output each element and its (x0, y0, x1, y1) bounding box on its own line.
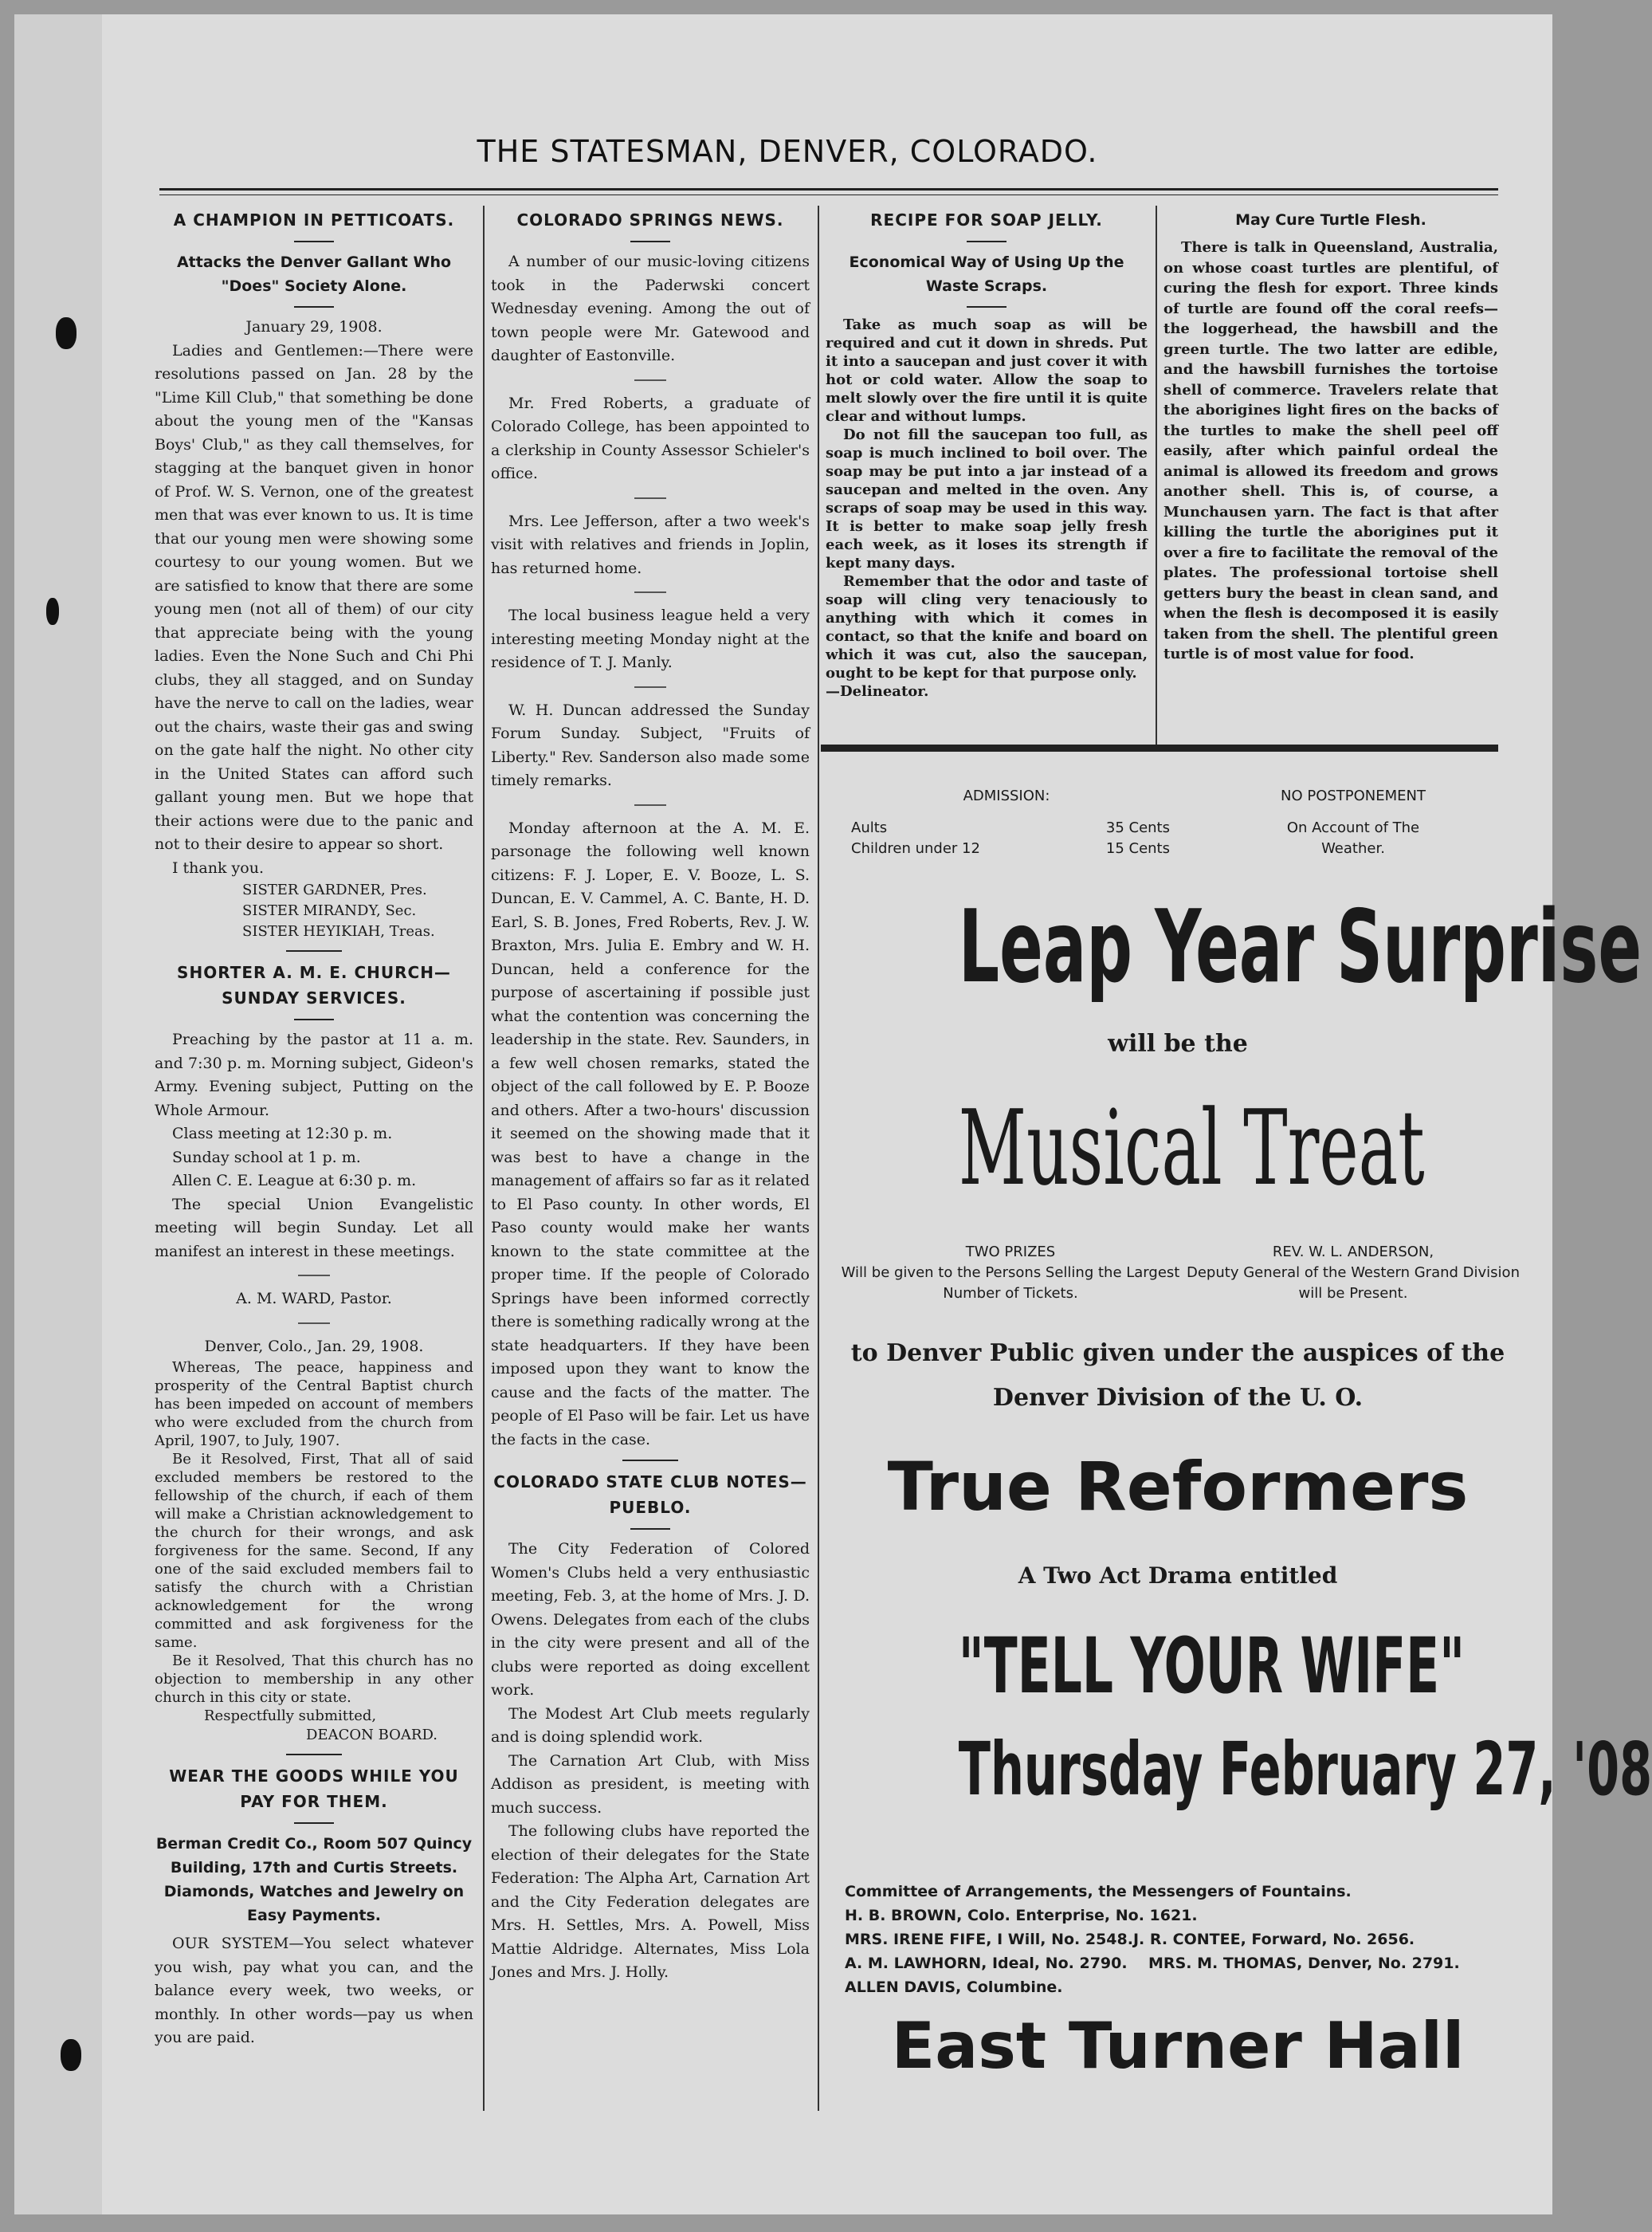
signature: SISTER HEYIKIAH, Treas. (242, 923, 435, 940)
committee-line: MRS. IRENE FIFE, I Will, No. 2548.J. R. CONTEE, Forward, No. 2656. (845, 1931, 1415, 1948)
article-headline: WEAR THE GOODS WHILE YOU PAY FOR THEM. (169, 1766, 459, 1811)
article-headline: RECIPE FOR SOAP JELLY. (870, 210, 1103, 230)
article-body: Class meeting at 12:30 p. m. (172, 1125, 393, 1142)
committee-line: H. B. BROWN, Colo. Enterprise, No. 1621. (845, 1907, 1198, 1924)
article-headline: SHORTER A. M. E. CHURCH—SUNDAY SERVICES. (177, 963, 451, 1008)
article-body: Sunday school at 1 p. m. (172, 1148, 361, 1166)
column-rule (818, 206, 819, 2111)
signature: SISTER GARDNER, Pres. (242, 882, 427, 898)
article-headline: COLORADO STATE CLUB NOTES—PUEBLO. (493, 1472, 807, 1517)
venue-name: East Turner Hall (891, 2009, 1465, 2083)
event-date: Thursday February 27, '08 (958, 1727, 1652, 1812)
public-line-1: to Denver Public given under the auspices of the (850, 1339, 1505, 1367)
article-headline: A CHAMPION IN PETTICOATS. (173, 210, 455, 230)
article-subhead: Economical Way of Using Up the Waste Scraps. (849, 253, 1124, 295)
postpone-sub: On Account of The Weather. (1286, 819, 1420, 857)
punch-hole (56, 317, 77, 349)
admission-children (851, 839, 1170, 859)
article-body: The City Federation of Colored Women's Clubs held a very enthusiastic meeting, Feb. 3, at the home of Mrs. J. D. Owens. Delegates from each of the clubs in the city were present and all of the clubs were reported as doing excellent work. (491, 1540, 810, 1699)
column-rule (483, 206, 485, 2111)
article-headline: COLORADO SPRINGS NEWS. (516, 210, 784, 230)
signature: SISTER MIRANDY, Sec. (242, 902, 417, 919)
headline-musical-treat: Musical Treat (958, 1087, 1425, 1208)
event-advertisement (835, 773, 1652, 2112)
prizes-head: TWO PRIZES (965, 1244, 1056, 1260)
admission-adults (851, 818, 1170, 839)
article-body: Monday afternoon at the A. M. E. parsonage the following well known citizens: F. J. Loper, E. V. Booze, L. S. Duncan, E. V. Cammel, A. C. Bante, H. D. Earl, S. B. Jones, Fred Roberts, Rev. J. W. Braxton, Mrs. Julia E. Embry and W. H. Duncan, held a conference for the purpose of ascertaining if possible just what the contention was concerning the leadership in the state. Rev. Saunders, in a few well chosen remarks, stated the object of the call followed by E. P. Booze and others. After a two-hours' discussion it seemed on the showing made that it was best to have a change in the management of affairs so far as it related to El Paso county. In other words, El Paso county would make her wants known to the state committee at the proper time. If the people of Colorado Springs have been informed correctly there is something radically wrong at the state headquarters. If they have been imposed upon they want to know the cause and the facts of the matter. The people of El Paso will be fair. Let us have the facts in the case. (491, 819, 810, 1448)
newspaper-page (14, 14, 1652, 2214)
signature: —Delineator. (826, 683, 929, 700)
article-body: The Carnation Art Club, with Miss Addison as president, is meeting with much success. (491, 1751, 810, 1817)
article-date: Denver, Colo., Jan. 29, 1908. (204, 1337, 424, 1355)
article-body: The Modest Art Club meets regularly and is doing splendid work. (491, 1704, 810, 1746)
article-body: The following clubs have reported the election of their delegates for the State Federation: The Alpha Art, Carnation Art and the City Federation delegates are Mrs. H. Settles, Mrs. A. Powell, Miss Mattie Aldridge. Alternates, Miss Lola Jones and Mrs. J. Holly. (491, 1822, 810, 1981)
headline-leap-year: Leap Year Surprise (958, 888, 1642, 1005)
committee-line: ALLEN DAVIS, Columbine. (845, 1979, 1063, 1996)
article-body: Preaching by the pastor at 11 a. m. and 7:30 p. m. Morning subject, Gideon's Army. Evening subject, Putting on the Whole Armour. (155, 1031, 473, 1119)
article-body: W. H. Duncan addressed the Sunday Forum Sunday. Subject, "Fruits of Liberty." Rev. Sanderson also made some timely remarks. (491, 701, 810, 789)
public-line-2: Denver Division of the U. O. (992, 1384, 1364, 1412)
will-be-text: will be the (1108, 1030, 1248, 1058)
column-rule (1156, 206, 1157, 748)
admission-head: ADMISSION: (963, 788, 1050, 804)
children-price: 15 Cents (1105, 840, 1170, 857)
article-body: OUR SYSTEM—You select whatever you wish, pay what you can, and the balance every week, two weeks, or monthly. In other words—pay us when you are paid. (155, 1935, 473, 2046)
signature: DEACON BOARD. (306, 1727, 438, 1743)
punch-hole (46, 598, 59, 625)
article-body: Do not fill the saucepan too full, as soap is much inclined to boil over. The soap may be put into a jar instead of a saucepan and melted in the oven. Any scraps of soap may be used in this way. It is better to make soap jelly fresh each week, as it loses its strength if kept many days. (826, 426, 1148, 572)
headline-tell-your-wife: "TELL YOUR WIFE" (958, 1621, 1466, 1711)
article-subhead: Attacks the Denver Gallant Who "Does" Society Alone. (176, 253, 452, 295)
article-body: Take as much soap as will be required and cut it down in shreds. Put it into a saucepan and just cover it with hot or cold water. Allow the soap to melt slowly over the fire until it is quite clear and without lumps. (826, 316, 1148, 425)
article-body: Respectfully submitted, (204, 1707, 377, 1724)
drama-text: A Two Act Drama entitled (1018, 1562, 1338, 1589)
column-4 (1163, 207, 1498, 740)
article-body: A number of our music-loving citizens took in the Paderwski concert Wednesday evening. Among the out of town people were Mr. Gatewood and daughter of Eastonville. (491, 253, 810, 364)
committee-line: A. M. LAWHORN, Ideal, No. 2790. MRS. M. THOMAS, Denver, No. 2791. (845, 1955, 1460, 1972)
rev-head: REV. W. L. ANDERSON, (1272, 1244, 1434, 1260)
punch-hole (61, 2039, 81, 2071)
column-1 (155, 207, 473, 2120)
masthead-rule (159, 188, 1498, 191)
article-body: Be it Resolved, First, That all of said excluded members be restored to the fellowship of the church, if each of them will make a Christian acknowledgement to the church for their wrongs, and ask forgiveness for the same. Second, If any one of the said excluded members fail to satisfy the church with a Christian acknowledgement for the wrong committed and ask forgiveness for the same. (155, 1451, 473, 1651)
headline-true-reformers: True Reformers (887, 1448, 1469, 1526)
ad-top-rule (821, 745, 1498, 752)
article-subhead: Berman Credit Co., Room 507 Quincy Building, 17th and Curtis Streets. Diamonds, Watches and Jewelry on Easy Payments. (155, 1835, 473, 1924)
postpone-head: NO POSTPONEMENT (1280, 788, 1426, 804)
article-body: The special Union Evangelistic meeting will begin Sunday. Let all manifest an interest in these meetings. (155, 1195, 473, 1260)
committee-line: Committee of Arrangements, the Messengers of Fountains. (845, 1883, 1352, 1900)
article-body: The local business league held a very interesting meeting Monday night at the residence of T. J. Manly. (491, 607, 810, 671)
article-body: Mrs. Lee Jefferson, after a two week's visit with relatives and friends in Joplin, has returned home. (491, 512, 810, 577)
article-body: Be it Resolved, That this church has no objection to membership in any other church in this city or state. (155, 1652, 473, 1706)
signature: A. M. WARD, Pastor. (236, 1290, 392, 1307)
article-body: There is talk in Queensland, Australia, on whose coast turtles are plentiful, of curing the flesh for export. Three kinds of turtle are found off the coral reefs—the loggerhead, the hawsbill and the green turtle. The two latter are edible, and the hawsbill furnishes the tortoise shell of commerce. Travelers relate that the aborigines light fires on the backs of the turtles to make the shell peel off easily, after which painful ordeal the animal is allowed its freedom and grows another shell. This is, of course, a Munchausen yarn. The fact is that after killing the turtle the aborigines put it over a fire to facilitate the removal of the plates. The professional tortoise shell getters bury the beast in clean sand, and when the flesh is decomposed it is easily taken from the shell. The plentiful green turtle is of most value for food. (1163, 239, 1498, 662)
article-body: Whereas, The peace, happiness and prosperity of the Central Baptist church has been impeded on account of members who were excluded from the church from April, 1907, to July, 1907. (155, 1359, 473, 1449)
article-body: I thank you. (172, 859, 264, 877)
article-body: Allen C. E. League at 6:30 p. m. (172, 1172, 417, 1189)
article-headline: May Cure Turtle Flesh. (1235, 211, 1426, 229)
adults-price: 35 Cents (1105, 819, 1170, 836)
article-date: January 29, 1908. (245, 318, 383, 336)
column-2 (491, 207, 810, 2120)
rev-body: Deputy General of the Western Grand Division will be Present. (1187, 1264, 1520, 1302)
column-3 (826, 207, 1148, 740)
masthead: THE STATESMAN, DENVER, COLORADO. (477, 134, 1098, 169)
article-body: Mr. Fred Roberts, a graduate of Colorado College, has been appointed to a clerkship in County Assessor Schieler's office. (491, 394, 810, 482)
article-body: Ladies and Gentlemen:—There were resolutions passed on Jan. 28 by the "Lime Kill Club," that something be done about the young men of the "Kansas Boys' Club," as they call themselves, for stagging at the banquet given in honor of Prof. W. S. Vernon, one of the greatest men that was ever known to us. It is time that our young men were showing some courtesy to our young women. But we are satisfied to know that there are some young men (not all of them) of our city that appreciate being with the young ladies. Even the None Such and Chi Phi clubs, they all stagged, and on Sunday have the nerve to call on the ladies, wear out the chairs, waste their gas and swing on the gate half the night. No other city in the United States can afford such gallant young men. But we hope that their actions were due to the panic and not to their desire to appear so short. (155, 341, 473, 853)
children-label: Children under 12 (851, 840, 980, 857)
prizes-body: Will be given to the Persons Selling the Largest Number of Tickets. (841, 1264, 1180, 1302)
article-body: Remember that the odor and taste of soap will cling very tenaciously to anything with which it comes in contact, so that the knife and board on which it was cut, also the saucepan, ought to be kept for that purpose only. (826, 573, 1148, 682)
adults-label: Aults (851, 819, 888, 836)
